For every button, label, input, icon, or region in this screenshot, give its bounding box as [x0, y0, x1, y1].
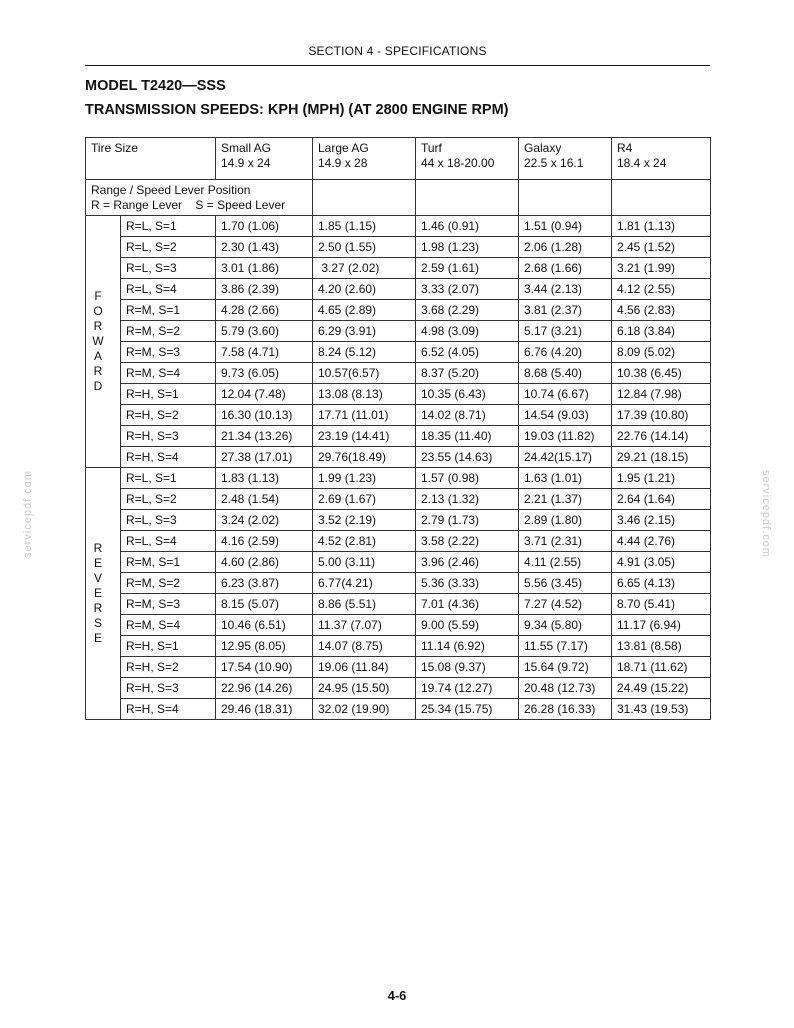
lever-legend-row: [86, 180, 711, 216]
direction-letter: A: [93, 349, 102, 363]
speed-value-cell: 5.36 (3.33): [416, 573, 519, 594]
direction-letter: S: [93, 616, 102, 630]
speed-value-cell: 1.57 (0.98): [416, 468, 519, 489]
speed-value-cell: 2.68 (1.66): [519, 258, 612, 279]
speed-value-cell: 4.91 (3.05): [612, 552, 711, 573]
speed-value-cell: 2.21 (1.37): [519, 489, 612, 510]
direction-letter: E: [93, 586, 102, 600]
speed-value-cell: 31.43 (19.53): [612, 699, 711, 720]
speed-value-cell: 12.95 (8.05): [216, 636, 313, 657]
tire-header-galaxy: Galaxy 22.5 x 16.1: [519, 138, 612, 180]
speed-value-cell: 8.68 (5.40): [519, 363, 612, 384]
direction-letter: F: [94, 289, 102, 303]
speed-value-cell: 4.98 (3.09): [416, 321, 519, 342]
lever-position-cell: R=H, S=3: [121, 678, 216, 699]
lever-position-cell: R=M, S=1: [121, 300, 216, 321]
reverse-speed-row: [86, 615, 711, 636]
forward-speed-row: [86, 321, 711, 342]
direction-letter: W: [92, 334, 104, 348]
speed-value-cell: 5.00 (3.11): [313, 552, 416, 573]
watermark-right: servicepdf.com: [760, 470, 772, 558]
speed-value-cell: 15.08 (9.37): [416, 657, 519, 678]
speed-value-cell: 8.15 (5.07): [216, 594, 313, 615]
speed-value-cell: 2.50 (1.55): [313, 237, 416, 258]
page-number: 4-6: [387, 988, 407, 1003]
speed-value-cell: 12.84 (7.98): [612, 384, 711, 405]
lever-position-cell: R=M, S=4: [121, 615, 216, 636]
speed-value-cell: 24.95 (15.50): [313, 678, 416, 699]
lever-legend: Range / Speed Lever Position R = Range Lever S = Speed Lever: [86, 180, 313, 216]
speed-value-cell: 29.46 (18.31): [216, 699, 313, 720]
reverse-speed-row: [86, 531, 711, 552]
speed-value-cell: 17.39 (10.80): [612, 405, 711, 426]
model-title: MODEL T2420—SSS: [85, 78, 226, 94]
reverse-direction-label: [86, 468, 121, 720]
forward-speed-row: [86, 405, 711, 426]
direction-letter: E: [93, 556, 102, 570]
forward-speed-row: [86, 384, 711, 405]
speed-value-cell: 2.30 (1.43): [216, 237, 313, 258]
speed-value-cell: 10.35 (6.43): [416, 384, 519, 405]
speed-value-cell: 3.81 (2.37): [519, 300, 612, 321]
speed-value-cell: 4.60 (2.86): [216, 552, 313, 573]
speed-value-cell: 4.20 (2.60): [313, 279, 416, 300]
speed-value-cell: 8.70 (5.41): [612, 594, 711, 615]
section-title: TRANSMISSION SPEEDS: KPH (MPH) (AT 2800 ENGINE RPM): [85, 102, 509, 118]
speed-value-cell: 1.95 (1.21): [612, 468, 711, 489]
lever-position-cell: R=H, S=2: [121, 657, 216, 678]
reverse-speed-row: [86, 489, 711, 510]
speed-value-cell: 11.55 (7.17): [519, 636, 612, 657]
speed-value-cell: 16.30 (10.13): [216, 405, 313, 426]
speed-value-cell: 5.17 (3.21): [519, 321, 612, 342]
speed-value-cell: 32.02 (19.90): [313, 699, 416, 720]
reverse-speed-row: [86, 468, 711, 489]
tire-size-label: Tire Size: [86, 138, 216, 180]
speed-value-cell: 12.04 (7.48): [216, 384, 313, 405]
watermark-left: servicepdf.com: [22, 470, 34, 558]
speed-value-cell: 6.77(4.21): [313, 573, 416, 594]
speed-value-cell: 3.33 (2.07): [416, 279, 519, 300]
lever-legend-blank: [612, 180, 711, 216]
tire-size-header-row: [86, 138, 711, 180]
speed-value-cell: 6.29 (3.91): [313, 321, 416, 342]
speed-value-cell: 13.81 (8.58): [612, 636, 711, 657]
direction-letter: V: [93, 571, 102, 585]
speed-value-cell: 11.37 (7.07): [313, 615, 416, 636]
forward-speed-row: [86, 300, 711, 321]
speed-value-cell: 10.46 (6.51): [216, 615, 313, 636]
speed-value-cell: 24.42(15.17): [519, 447, 612, 468]
forward-speed-row: [86, 342, 711, 363]
speed-value-cell: 27.38 (17.01): [216, 447, 313, 468]
speed-value-cell: 19.74 (12.27): [416, 678, 519, 699]
forward-speed-row: [86, 279, 711, 300]
speed-value-cell: 4.11 (2.55): [519, 552, 612, 573]
speed-value-cell: 2.59 (1.61): [416, 258, 519, 279]
speed-value-cell: 14.02 (8.71): [416, 405, 519, 426]
speed-value-cell: 2.69 (1.67): [313, 489, 416, 510]
speed-value-cell: 9.00 (5.59): [416, 615, 519, 636]
speed-value-cell: 19.06 (11.84): [313, 657, 416, 678]
speed-value-cell: 23.55 (14.63): [416, 447, 519, 468]
speed-value-cell: 3.46 (2.15): [612, 510, 711, 531]
speed-value-cell: 6.65 (4.13): [612, 573, 711, 594]
speed-value-cell: 3.21 (1.99): [612, 258, 711, 279]
speed-value-cell: 13.08 (8.13): [313, 384, 416, 405]
speed-value-cell: 22.96 (14.26): [216, 678, 313, 699]
speed-value-cell: 3.86 (2.39): [216, 279, 313, 300]
speed-value-cell: 3.96 (2.46): [416, 552, 519, 573]
speed-value-cell: 1.98 (1.23): [416, 237, 519, 258]
speed-value-cell: 1.63 (1.01): [519, 468, 612, 489]
speed-value-cell: 2.45 (1.52): [612, 237, 711, 258]
speed-value-cell: 1.83 (1.13): [216, 468, 313, 489]
lever-position-cell: R=L, S=1: [121, 216, 216, 237]
speed-value-cell: 18.35 (11.40): [416, 426, 519, 447]
lever-legend-blank: [519, 180, 612, 216]
speed-value-cell: 11.17 (6.94): [612, 615, 711, 636]
speed-value-cell: 19.03 (11.82): [519, 426, 612, 447]
lever-legend-blank: [313, 180, 416, 216]
speed-value-cell: 7.01 (4.36): [416, 594, 519, 615]
forward-speed-row: [86, 426, 711, 447]
speed-value-cell: 2.79 (1.73): [416, 510, 519, 531]
speed-value-cell: 10.57(6.57): [313, 363, 416, 384]
speed-value-cell: 9.34 (5.80): [519, 615, 612, 636]
lever-position-cell: R=H, S=3: [121, 426, 216, 447]
forward-direction-label: [86, 216, 121, 468]
lever-position-cell: R=H, S=4: [121, 447, 216, 468]
speed-value-cell: 25.34 (15.75): [416, 699, 519, 720]
speed-value-cell: 1.99 (1.23): [313, 468, 416, 489]
speed-value-cell: 20.48 (12.73): [519, 678, 612, 699]
direction-letter: D: [93, 379, 103, 393]
speed-value-cell: 4.52 (2.81): [313, 531, 416, 552]
speed-value-cell: 24.49 (15.22): [612, 678, 711, 699]
speed-value-cell: 10.74 (6.67): [519, 384, 612, 405]
speed-value-cell: 3.24 (2.02): [216, 510, 313, 531]
section-header: SECTION 4 - SPECIFICATIONS: [308, 44, 487, 58]
speed-value-cell: 8.24 (5.12): [313, 342, 416, 363]
speed-value-cell: 4.16 (2.59): [216, 531, 313, 552]
speed-value-cell: 5.56 (3.45): [519, 573, 612, 594]
header-divider: [85, 65, 710, 66]
forward-speed-row: [86, 447, 711, 468]
speed-value-cell: 8.86 (5.51): [313, 594, 416, 615]
speed-value-cell: 5.79 (3.60): [216, 321, 313, 342]
speed-value-cell: 4.44 (2.76): [612, 531, 711, 552]
lever-position-cell: R=L, S=3: [121, 510, 216, 531]
speed-value-cell: 11.14 (6.92): [416, 636, 519, 657]
speed-value-cell: 7.58 (4.71): [216, 342, 313, 363]
forward-speed-row: [86, 237, 711, 258]
direction-letter: R: [93, 319, 103, 333]
speed-value-cell: 14.54 (9.03): [519, 405, 612, 426]
speed-value-cell: 1.46 (0.91): [416, 216, 519, 237]
speed-value-cell: 2.13 (1.32): [416, 489, 519, 510]
lever-position-cell: R=L, S=2: [121, 237, 216, 258]
speed-value-cell: 17.54 (10.90): [216, 657, 313, 678]
tire-header-large-ag: Large AG 14.9 x 28: [313, 138, 416, 180]
direction-letter: O: [93, 304, 103, 318]
speed-value-cell: 6.52 (4.05): [416, 342, 519, 363]
speed-value-cell: 2.89 (1.80): [519, 510, 612, 531]
reverse-speed-row: [86, 699, 711, 720]
speed-value-cell: 21.34 (13.26): [216, 426, 313, 447]
speed-value-cell: 3.71 (2.31): [519, 531, 612, 552]
reverse-speed-row: [86, 636, 711, 657]
lever-legend-blank: [416, 180, 519, 216]
speed-value-cell: 3.58 (2.22): [416, 531, 519, 552]
speed-value-cell: 4.65 (2.89): [313, 300, 416, 321]
speed-value-cell: 4.56 (2.83): [612, 300, 711, 321]
lever-position-cell: R=L, S=4: [121, 279, 216, 300]
reverse-speed-row: [86, 678, 711, 699]
speed-value-cell: 3.68 (2.29): [416, 300, 519, 321]
speed-value-cell: 29.76(18.49): [313, 447, 416, 468]
speed-value-cell: 7.27 (4.52): [519, 594, 612, 615]
speed-value-cell: 1.70 (1.06): [216, 216, 313, 237]
lever-position-cell: R=M, S=3: [121, 594, 216, 615]
forward-speed-row: [86, 216, 711, 237]
reverse-speed-row: [86, 510, 711, 531]
tire-header-r4: R4 18.4 x 24: [612, 138, 711, 180]
speed-value-cell: 9.73 (6.05): [216, 363, 313, 384]
speed-value-cell: 2.06 (1.28): [519, 237, 612, 258]
speed-value-cell: 3.52 (2.19): [313, 510, 416, 531]
lever-position-cell: R=H, S=2: [121, 405, 216, 426]
speed-value-cell: 6.18 (3.84): [612, 321, 711, 342]
reverse-speed-row: [86, 552, 711, 573]
speed-value-cell: 2.64 (1.64): [612, 489, 711, 510]
speed-value-cell: 14.07 (8.75): [313, 636, 416, 657]
transmission-speed-table: [85, 137, 711, 720]
lever-position-cell: R=M, S=1: [121, 552, 216, 573]
speed-value-cell: 10.38 (6.45): [612, 363, 711, 384]
speed-value-cell: 6.76 (4.20): [519, 342, 612, 363]
lever-position-cell: R=L, S=4: [121, 531, 216, 552]
forward-speed-row: [86, 363, 711, 384]
speed-value-cell: 1.85 (1.15): [313, 216, 416, 237]
speed-value-cell: 29.21 (18.15): [612, 447, 711, 468]
reverse-speed-row: [86, 573, 711, 594]
speed-value-cell: 2.48 (1.54): [216, 489, 313, 510]
speed-value-cell: 3.44 (2.13): [519, 279, 612, 300]
lever-position-cell: R=M, S=3: [121, 342, 216, 363]
lever-position-cell: R=H, S=1: [121, 384, 216, 405]
speed-value-cell: 6.23 (3.87): [216, 573, 313, 594]
speed-value-cell: 15.64 (9.72): [519, 657, 612, 678]
lever-position-cell: R=L, S=2: [121, 489, 216, 510]
direction-letter: E: [93, 631, 102, 645]
lever-position-cell: R=M, S=2: [121, 573, 216, 594]
speed-value-cell: 23.19 (14.41): [313, 426, 416, 447]
direction-letter: R: [93, 601, 103, 615]
reverse-speed-row: [86, 657, 711, 678]
speed-value-cell: 3.27 (2.02): [313, 258, 416, 279]
lever-position-cell: R=L, S=3: [121, 258, 216, 279]
speed-value-cell: 4.12 (2.55): [612, 279, 711, 300]
speed-value-cell: 3.01 (1.86): [216, 258, 313, 279]
speed-value-cell: 8.37 (5.20): [416, 363, 519, 384]
speed-value-cell: 26.28 (16.33): [519, 699, 612, 720]
reverse-speed-row: [86, 594, 711, 615]
speed-value-cell: 1.51 (0.94): [519, 216, 612, 237]
speed-value-cell: 22.76 (14.14): [612, 426, 711, 447]
tire-header-small-ag: Small AG 14.9 x 24: [216, 138, 313, 180]
speed-value-cell: 18.71 (11.62): [612, 657, 711, 678]
direction-letter: R: [93, 541, 103, 555]
speed-value-cell: 8.09 (5.02): [612, 342, 711, 363]
speed-value-cell: 17.71 (11.01): [313, 405, 416, 426]
lever-position-cell: R=M, S=4: [121, 363, 216, 384]
speed-value-cell: 1.81 (1.13): [612, 216, 711, 237]
lever-position-cell: R=H, S=1: [121, 636, 216, 657]
forward-speed-row: [86, 258, 711, 279]
tire-header-turf: Turf 44 x 18-20.00: [416, 138, 519, 180]
lever-position-cell: R=H, S=4: [121, 699, 216, 720]
speed-value-cell: 4.28 (2.66): [216, 300, 313, 321]
lever-position-cell: R=L, S=1: [121, 468, 216, 489]
direction-letter: R: [93, 364, 103, 378]
lever-position-cell: R=M, S=2: [121, 321, 216, 342]
